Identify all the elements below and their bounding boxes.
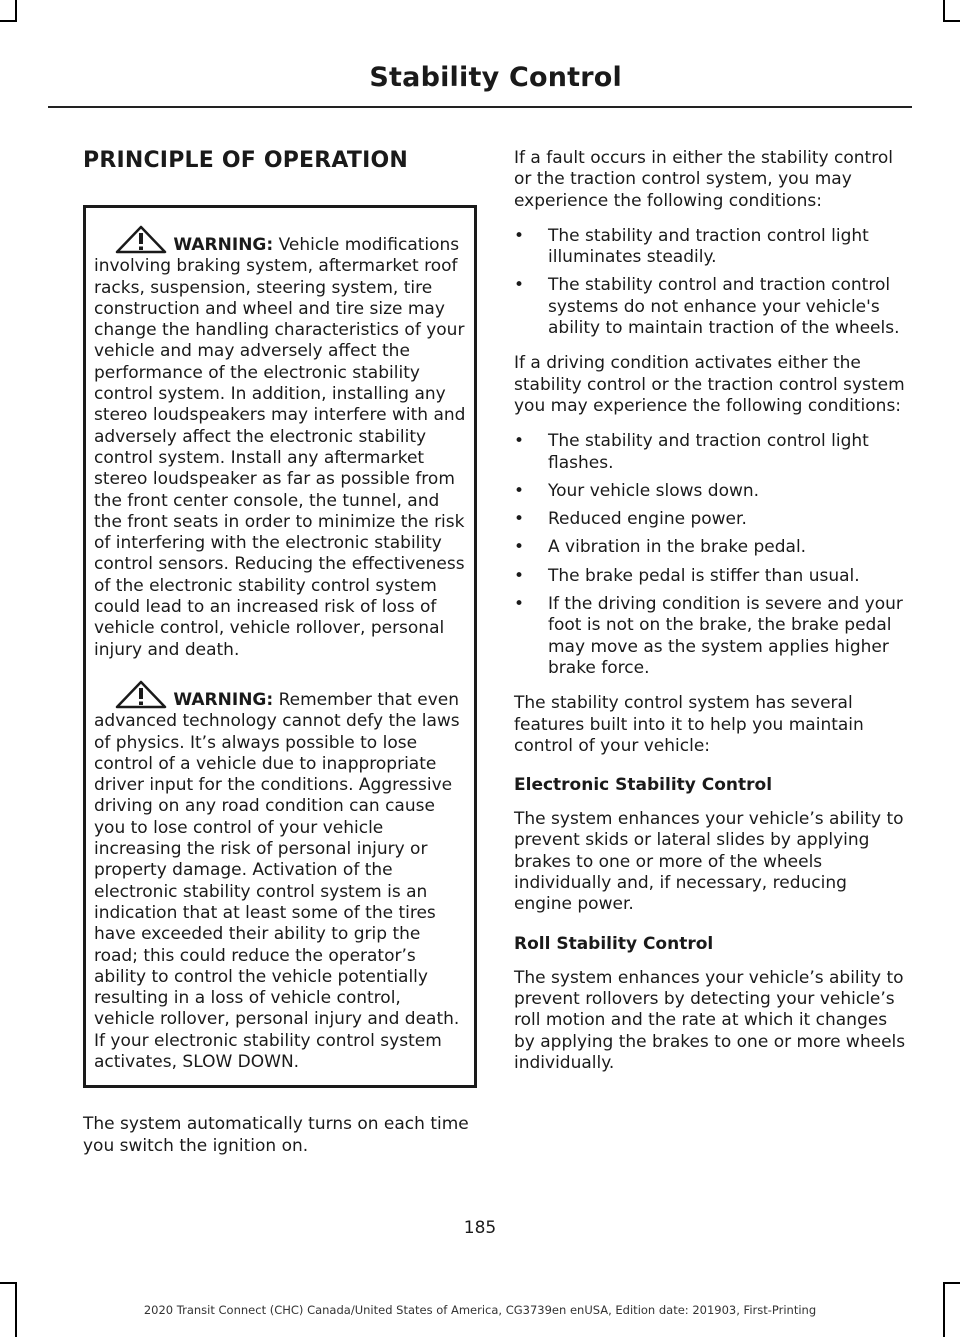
warning-1 [94, 224, 466, 661]
esc-heading: Electronic Stability Control [514, 775, 773, 796]
activate-intro: If a driving condition activates either the stability control or the traction control system you may experience the following conditions: [514, 353, 905, 416]
crop-mark [0, 1282, 17, 1284]
crop-mark [943, 20, 960, 22]
warning-text: Vehicle modifications involving braking system, aftermarket roof racks, suspension, steering system, tire construction and wheel and tire size may change the handling characteristics of your vehicle and may adversely affect the performance of the electronic stability control system. In addition, installing any stereo loudspeakers may interfere with and adversely affect the electronic stability control system. Install any aftermarket stereo loudspeaker as far as possible from the front center console, the tunnel, and the front seats in order to minimize the risk of interfering with the electronic stability control sensors. Reducing the effectiveness of the electronic stability control system could lead to an increased risk of loss of vehicle control, vehicle rollover, personal injury and death. [94, 235, 466, 660]
list-item: • The stability and traction control light illuminates steadily. [514, 226, 910, 269]
list-item: • A vibration in the brake pedal. [514, 537, 910, 558]
warning-label: WARNING: [173, 235, 274, 255]
list-item: • If the driving condition is severe and your foot is not on the brake, the brake pedal may move as the system applies higher brake force. [514, 594, 910, 679]
rsc-heading: Roll Stability Control [514, 933, 714, 954]
warning-triangle-icon [114, 224, 168, 254]
fault-intro: If a fault occurs in either the stability control or the traction control system, you may experience the following conditions: [514, 148, 893, 211]
crop-mark [0, 20, 17, 22]
crop-mark [943, 1282, 960, 1284]
section-heading: PRINCIPLE OF OPERATION [83, 148, 409, 173]
warning-triangle-icon [114, 679, 168, 709]
list-item: • Your vehicle slows down. [514, 481, 910, 502]
esc-text: The system enhances your vehicle’s ability to prevent skids or lateral slides by applying brakes to one or more of the wheels individually and, if necessary, reducing engine power. [514, 809, 904, 915]
features-intro: The stability control system has several features built into it to help you maintain control of your vehicle: [514, 693, 864, 756]
auto-on-paragraph: The system automatically turns on each time you switch the ignition on. [83, 1114, 469, 1156]
right-column [514, 148, 910, 1088]
crop-mark [15, 0, 17, 22]
warning-box [83, 205, 477, 1088]
footer-edition-info: 2020 Transit Connect (CHC) Canada/United States of America, CG3739en enUSA, Edition date: 201903, First-Printing [143, 1303, 817, 1317]
list-item: • The stability control and traction control systems do not enhance your vehicle's ability to maintain traction of the wheels. [514, 275, 910, 339]
list-item: • The stability and traction control light flashes. [514, 431, 910, 474]
page-number: 185 [463, 1218, 497, 1238]
fault-list [514, 226, 910, 339]
crop-mark [943, 0, 945, 22]
list-item: • The brake pedal is stiffer than usual. [514, 566, 910, 587]
left-column [83, 148, 473, 1171]
activate-list [514, 431, 910, 679]
warning-text: Remember that even advanced technology cannot defy the laws of physics. It’s always possible to lose control of a vehicle due to inappropriate driver input for the conditions. Aggressive driving on any road condition can cause you to lose control of your vehicle increasing the risk of personal injury or property damage. Activation of the electronic stability control system is an indication that at least some of the tires have exceeded their ability to grip the road; this could reduce the operator’s ability to control the vehicle potentially resulting in a loss of vehicle control, vehicle rollover, personal injury and death. If your electronic stability control system activates, SLOW DOWN. [94, 689, 460, 1072]
warning-2 [94, 679, 466, 1073]
list-item: • Reduced engine power. [514, 509, 910, 530]
header-divider [48, 106, 912, 108]
page-title: Stability Control [369, 62, 622, 93]
rsc-text: The system enhances your vehicle’s ability to prevent rollovers by detecting your vehicle’s roll motion and the rate at which it changes by applying the brakes to one or more wheels individually. [514, 967, 906, 1073]
warning-label: WARNING: [173, 689, 274, 710]
